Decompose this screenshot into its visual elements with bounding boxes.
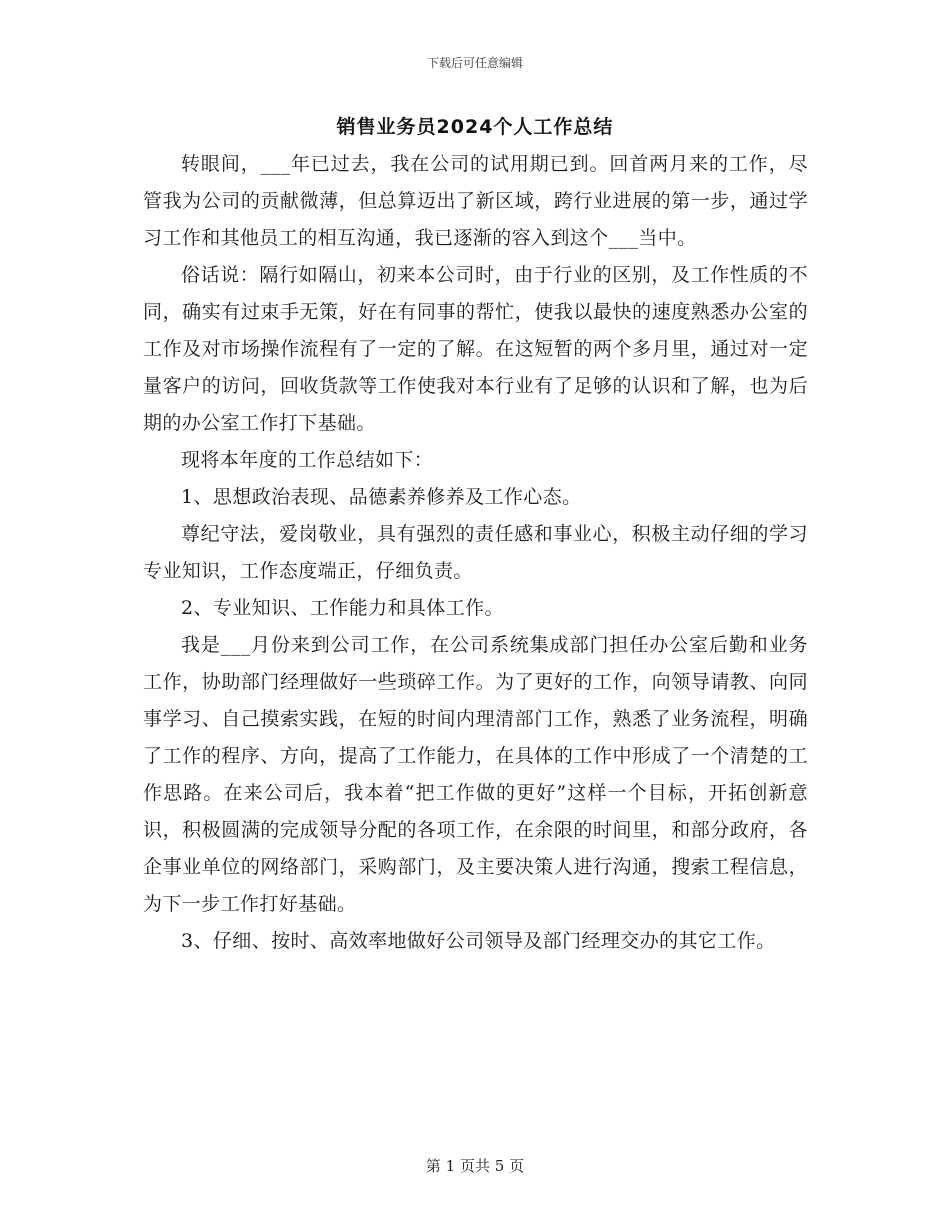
section-heading-1: 1、思想政治表现、品德素养修养及工作心态。 [181, 486, 582, 508]
document-body [143, 146, 808, 960]
section-heading-2: 2、专业知识、工作能力和具体工作。 [181, 597, 504, 619]
header-note: 下载后可任意编辑 [426, 56, 523, 70]
page-indicator: 第 1 页共 5 页 [425, 1157, 525, 1175]
paragraph-section-1: 尊纪守法，爱岗敬业，具有强烈的责任感和事业心，积极主动仔细的学习专业知识，工作态度端正，仔细负责。 [143, 523, 808, 582]
paragraph-summary-lead: 现将本年度的工作总结如下： [181, 449, 434, 471]
section-heading-3: 3、仔细、按时、高效率地做好公司领导及部门经理交办的其它工作。 [181, 930, 776, 952]
document-title: 销售业务员2024个人工作总结 [336, 116, 614, 138]
paragraph-intro: 转眼间，___年已过去，我在公司的试用期已到。回首两月来的工作，尽管我为公司的贡献微薄，但总算迈出了新区域，跨行业进展的第一步，通过学习工作和其他员工的相互沟通，我已逐渐的容入到这个___当中。 [143, 153, 808, 249]
paragraph-section-2: 我是___月份来到公司工作，在公司系统集成部门担任办公室后勤和业务工作，协助部门经理做好一些琐碎工作。为了更好的工作，向领导请教、向同事学习、自己摸索实践，在短的时间内理清部门工作，熟悉了业务流程，明确了工作的程序、方向，提高了工作能力，在具体的工作中形成了一个清楚的工作思路。在来公司后，我本着“把工作做的更好”这样一个目标，开拓创新意识，积极圆满的完成领导分配的各项工作，在余限的时间里，和部分政府，各企事业单位的网络部门，采购部门，及主要决策人进行沟通，搜索工程信息，为下一步工作打好基础。 [143, 634, 808, 915]
paragraph-proverb: 俗话说：隔行如隔山，初来本公司时，由于行业的区别，及工作性质的不同，确实有过束手无策，好在有同事的帮忙，使我以最快的速度熟悉办公室的工作及对市场操作流程有了一定的了解。在这短暂的两个多月里，通过对一定量客户的访问，回收货款等工作使我对本行业有了足够的认识和了解，也为后期的办公室工作打下基础。 [143, 264, 808, 434]
